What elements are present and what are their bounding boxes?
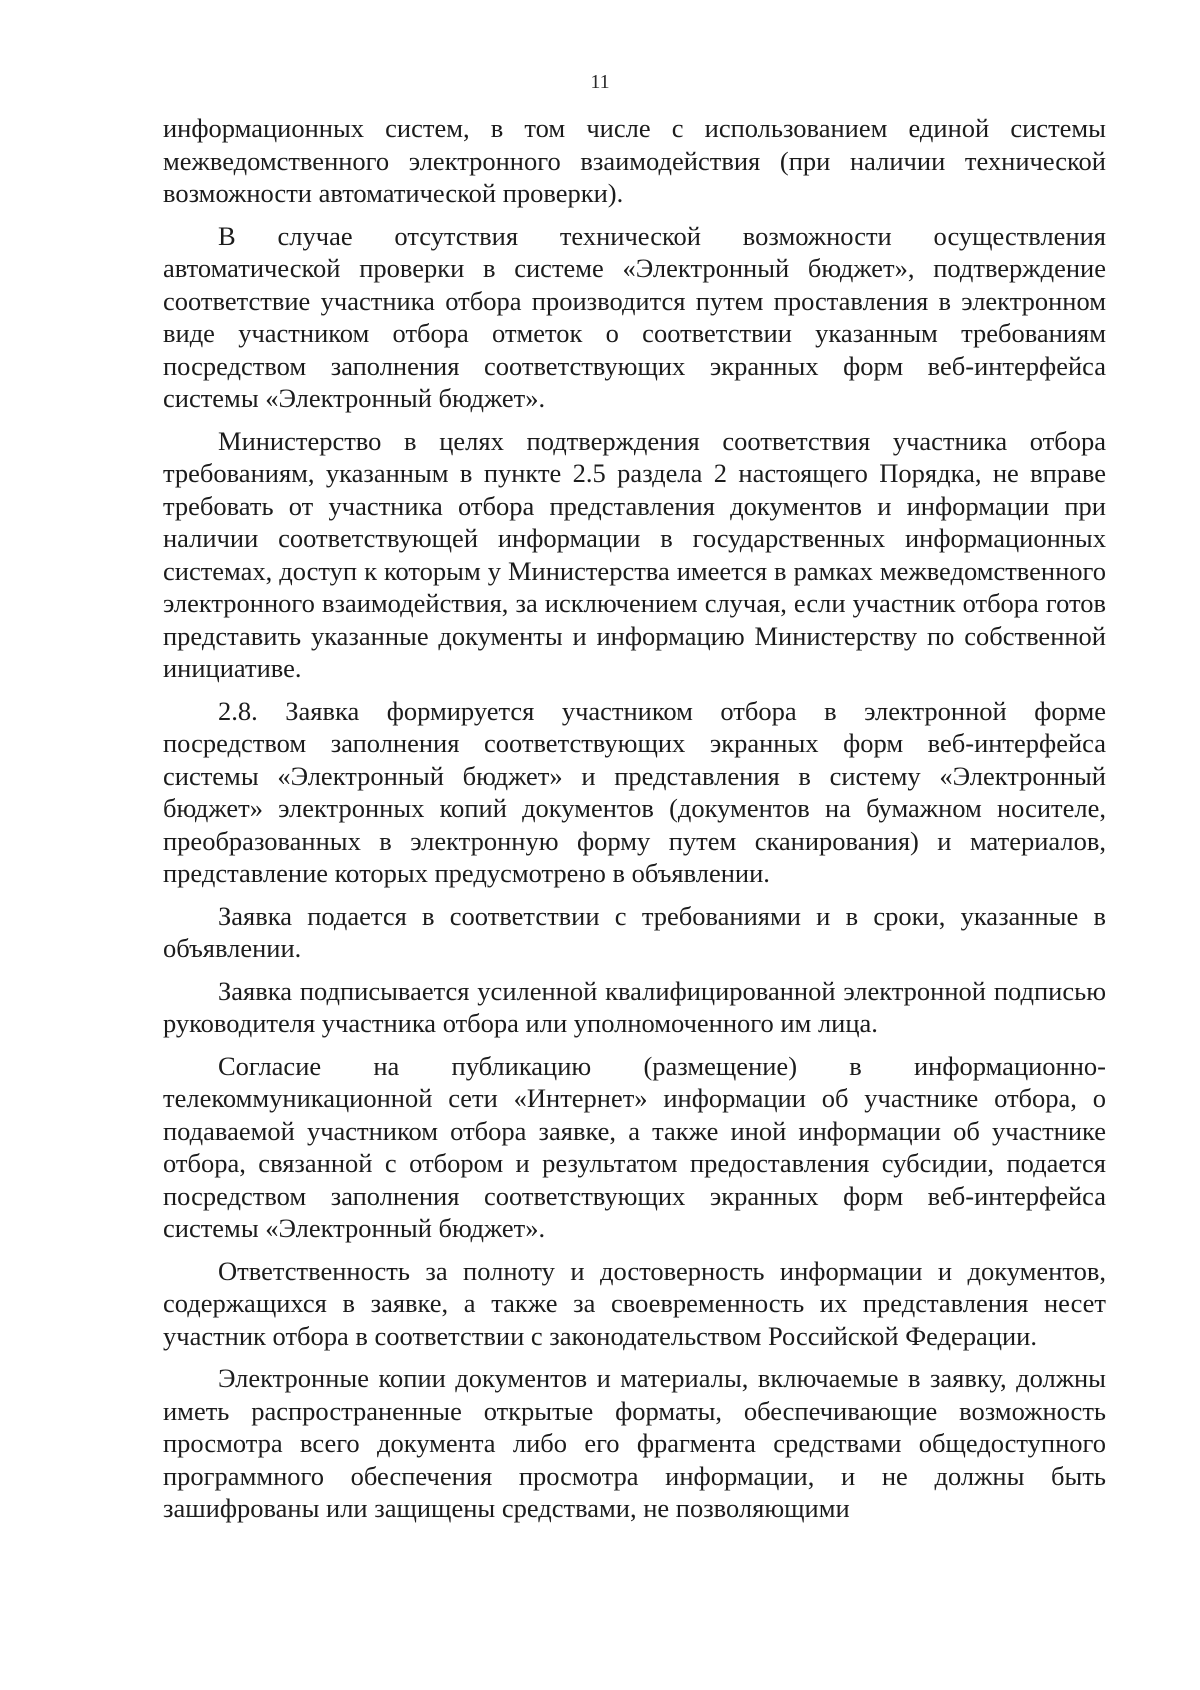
paragraph-application-signature: Заявка подписывается усиленной квалифицированной электронной подписью руководителя участника отбора или уполномоченного им лица. [163,975,1106,1038]
paragraph-electronic-copies: Электронные копии документов и материалы, включаемые в заявку, должны иметь распространенные открытые форматы, обеспечивающие возможность просмотра всего документа либо его фрагмента средствами общедоступного программного обеспечения просмотра информации, и не должны быть зашифрованы или защищены средствами, не позволяющими [163,1363,1106,1523]
paragraph-no-automatic-check: В случае отсутствия технической возможности осуществления автоматической проверки в системе «Электронный бюджет», подтверждение соответствие участника отбора производится путем проставления в электронном виде участником отбора отметок о соответствии указанным требованиям посредством заполнения соответствующих экранных форм веб-интерфейса системы «Электронный бюджет». [163,220,1106,413]
paragraph-ministry-requirements: Министерство в целях подтверждения соответствия участника отбора требованиям, указанным в пункте 2.5 раздела 2 настоящего Порядка, не вправе требовать от участника отбора представления документов и информации при наличии соответствующей информации в государственных информационных системах, доступ к которым у Министерства имеется в рамках межведомственного электронного взаимодействия, за исключением случая, если участник отбора готов представить указанные документы и информацию Министерству по собственной инициативе. [163,425,1106,683]
paragraph-continuation: информационных систем, в том числе с использованием единой системы межведомственного электронного взаимодействия (при наличии технической возможности автоматической проверки). [163,113,1106,208]
paragraph-publication-consent: Согласие на публикацию (размещение) в информационно-телекоммуникационной сети «Интернет» информации об участнике отбора, о подаваемой участником отбора заявке, а также иной информации об участнике отбора, связанной с отбором и результатом предоставления субсидии, подается посредством заполнения соответствующих экранных форм веб-интерфейса системы «Электронный бюджет». [163,1050,1106,1243]
paragraph-2-8-application-form: 2.8. Заявка формируется участником отбора в электронной форме посредством заполнения соответствующих экранных форм веб-интерфейса системы «Электронный бюджет» и представления в систему «Электронный бюджет» электронных копий документов (документов на бумажном носителе, преобразованных в электронную форму путем сканирования) и материалов, представление которых предусмотрено в объявлении. [163,695,1106,888]
page-number: 11 [590,71,610,93]
paragraph-responsibility: Ответственность за полноту и достоверность информации и документов, содержащихся в заявке, а также за своевременность их представления несет участник отбора в соответствии с законодательством Российской Федерации. [163,1255,1106,1351]
document-body [163,112,1106,1535]
paragraph-application-submission: Заявка подается в соответствии с требованиями и в сроки, указанные в объявлении. [163,900,1106,963]
